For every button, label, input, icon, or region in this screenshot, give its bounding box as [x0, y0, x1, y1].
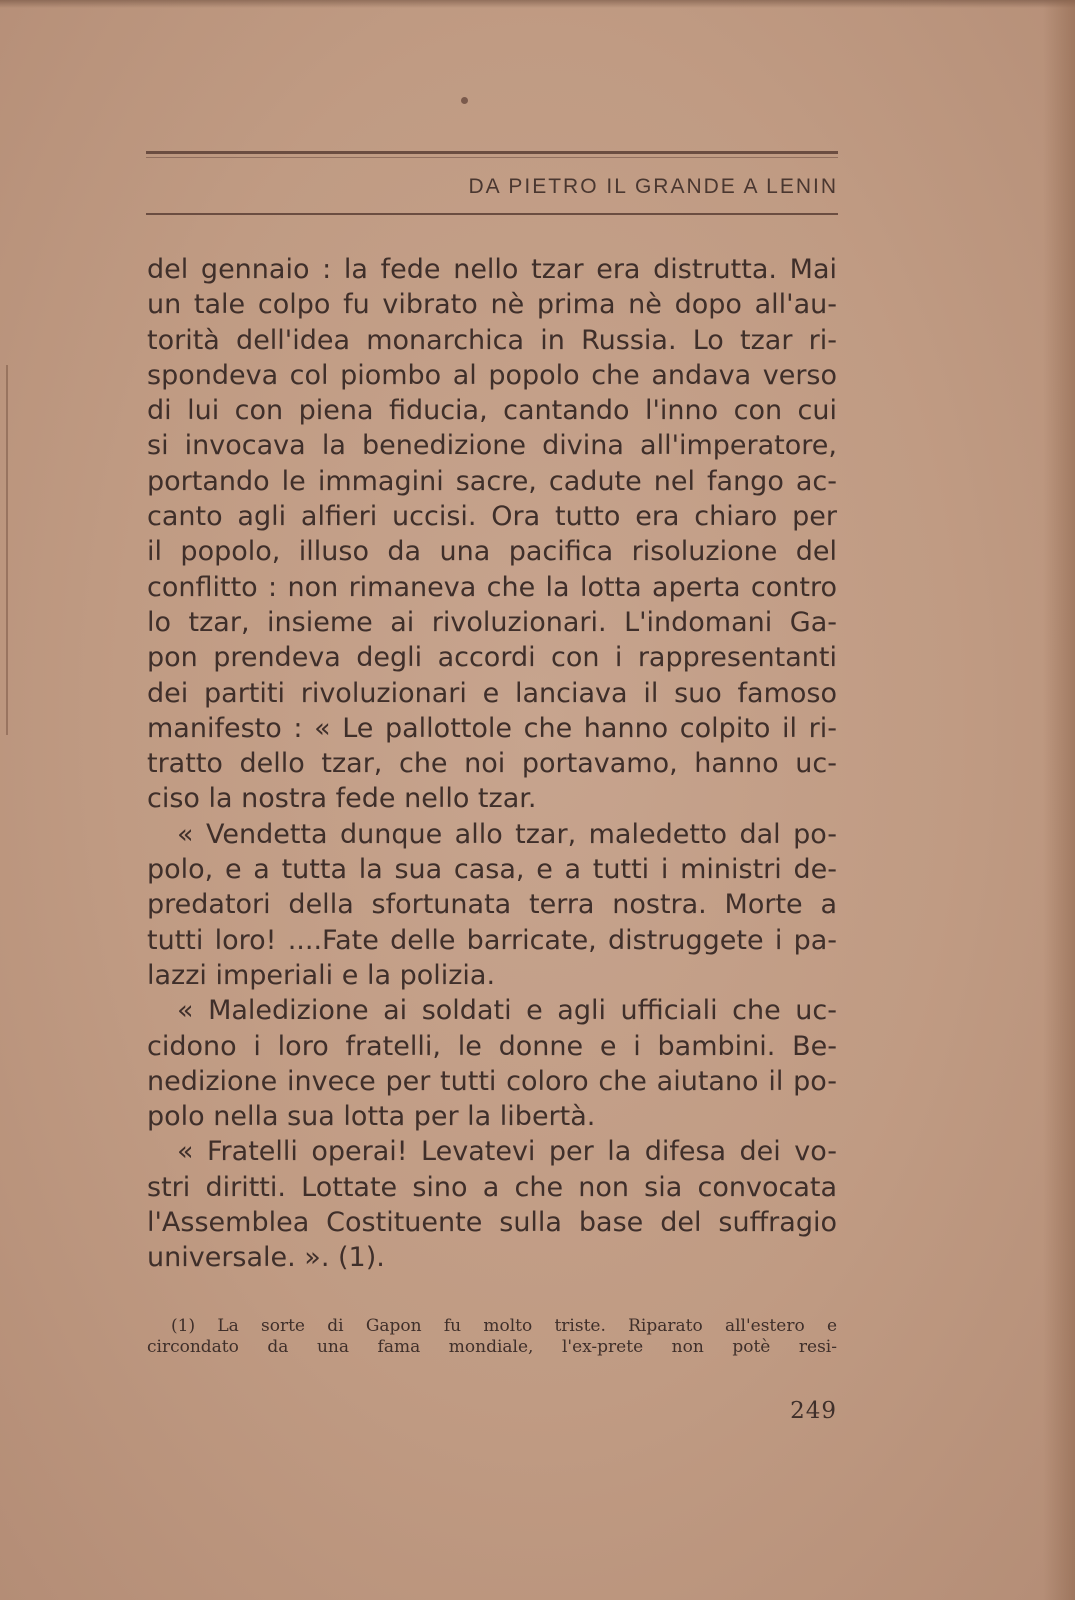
- binding-line: [6, 365, 8, 735]
- text-line: predatori della sfortunata terra nostra. Morte a: [147, 889, 837, 921]
- text-line: manifesto : « Le pallottole che hanno colpito il ri-: [147, 712, 837, 744]
- body-text: [147, 252, 837, 1276]
- running-title: DA PIETRO IL GRANDE A LENIN: [468, 175, 838, 198]
- text-line: conflitto : non rimaneva che la lotta aperta contro: [147, 571, 837, 603]
- text-line: torità dell'idea monarchica in Russia. Lo tzar ri-: [147, 324, 837, 356]
- footnote-line: circondato da una fama mondiale, l'ex-prete non potè resi-: [147, 1337, 837, 1357]
- text-line: dei partiti rivoluzionari e lanciava il suo famoso: [147, 677, 837, 709]
- text-line: tutti loro! ....Fate delle barricate, distruggete i pa-: [147, 924, 837, 956]
- header-rule-top: [146, 151, 838, 154]
- text-line: canto agli alfieri uccisi. Ora tutto era chiaro per: [147, 501, 837, 533]
- header-rule-top-thin: [146, 157, 838, 158]
- text-line: « Vendetta dunque allo tzar, maledetto dal po-: [177, 818, 837, 850]
- text-line: universale. ». (1).: [147, 1242, 385, 1274]
- top-shadow: [0, 0, 1075, 8]
- text-line: « Maledizione ai soldati e agli ufficiali che uc-: [177, 995, 837, 1027]
- text-line: un tale colpo fu vibrato nè prima nè dopo all'au-: [147, 289, 837, 321]
- text-line: cidono i loro fratelli, le donne e i bambini. Be-: [147, 1030, 837, 1062]
- text-line: l'Assemblea Costituente sulla base del suffragio: [147, 1207, 837, 1239]
- text-line: lo tzar, insieme ai rivoluzionari. L'indomani Ga-: [147, 606, 837, 638]
- text-line: del gennaio : la fede nello tzar era distrutta. Mai: [147, 254, 837, 285]
- text-line: ciso la nostra fede nello tzar.: [147, 783, 537, 815]
- text-line: polo, e a tutta la sua casa, e a tutti i ministri de-: [147, 854, 837, 886]
- footnote: [147, 1316, 837, 1358]
- page-edge: [1043, 0, 1075, 1600]
- text-line: portando le immagini sacre, cadute nel fango ac-: [147, 465, 837, 497]
- text-line: tratto dello tzar, che noi portavamo, hanno uc-: [147, 748, 837, 780]
- text-line: stri diritti. Lottate sino a che non sia convocata: [147, 1171, 837, 1203]
- text-line: nedizione invece per tutti coloro che aiutano il po-: [147, 1065, 837, 1097]
- header-rule-bottom: [146, 213, 838, 215]
- footnote-line: (1) La sorte di Gapon fu molto triste. Riparato all'estero e: [171, 1316, 837, 1336]
- text-line: spondeva col piombo al popolo che andava verso: [147, 359, 837, 391]
- ink-dot: [461, 97, 468, 104]
- text-line: il popolo, illuso da una pacifica risoluzione del: [147, 536, 837, 568]
- text-line: pon prendeva degli accordi con i rappresentanti: [147, 642, 837, 674]
- text-line: si invocava la benedizione divina all'imperatore,: [147, 430, 837, 462]
- page-number: 249: [790, 1398, 837, 1424]
- text-line: polo nella sua lotta per la libertà.: [147, 1101, 596, 1133]
- text-line: « Fratelli operai! Levatevi per la difesa dei vo-: [177, 1136, 837, 1168]
- text-line: lazzi imperiali e la polizia.: [147, 959, 496, 991]
- text-line: di lui con piena fiducia, cantando l'inno con cui: [147, 395, 837, 427]
